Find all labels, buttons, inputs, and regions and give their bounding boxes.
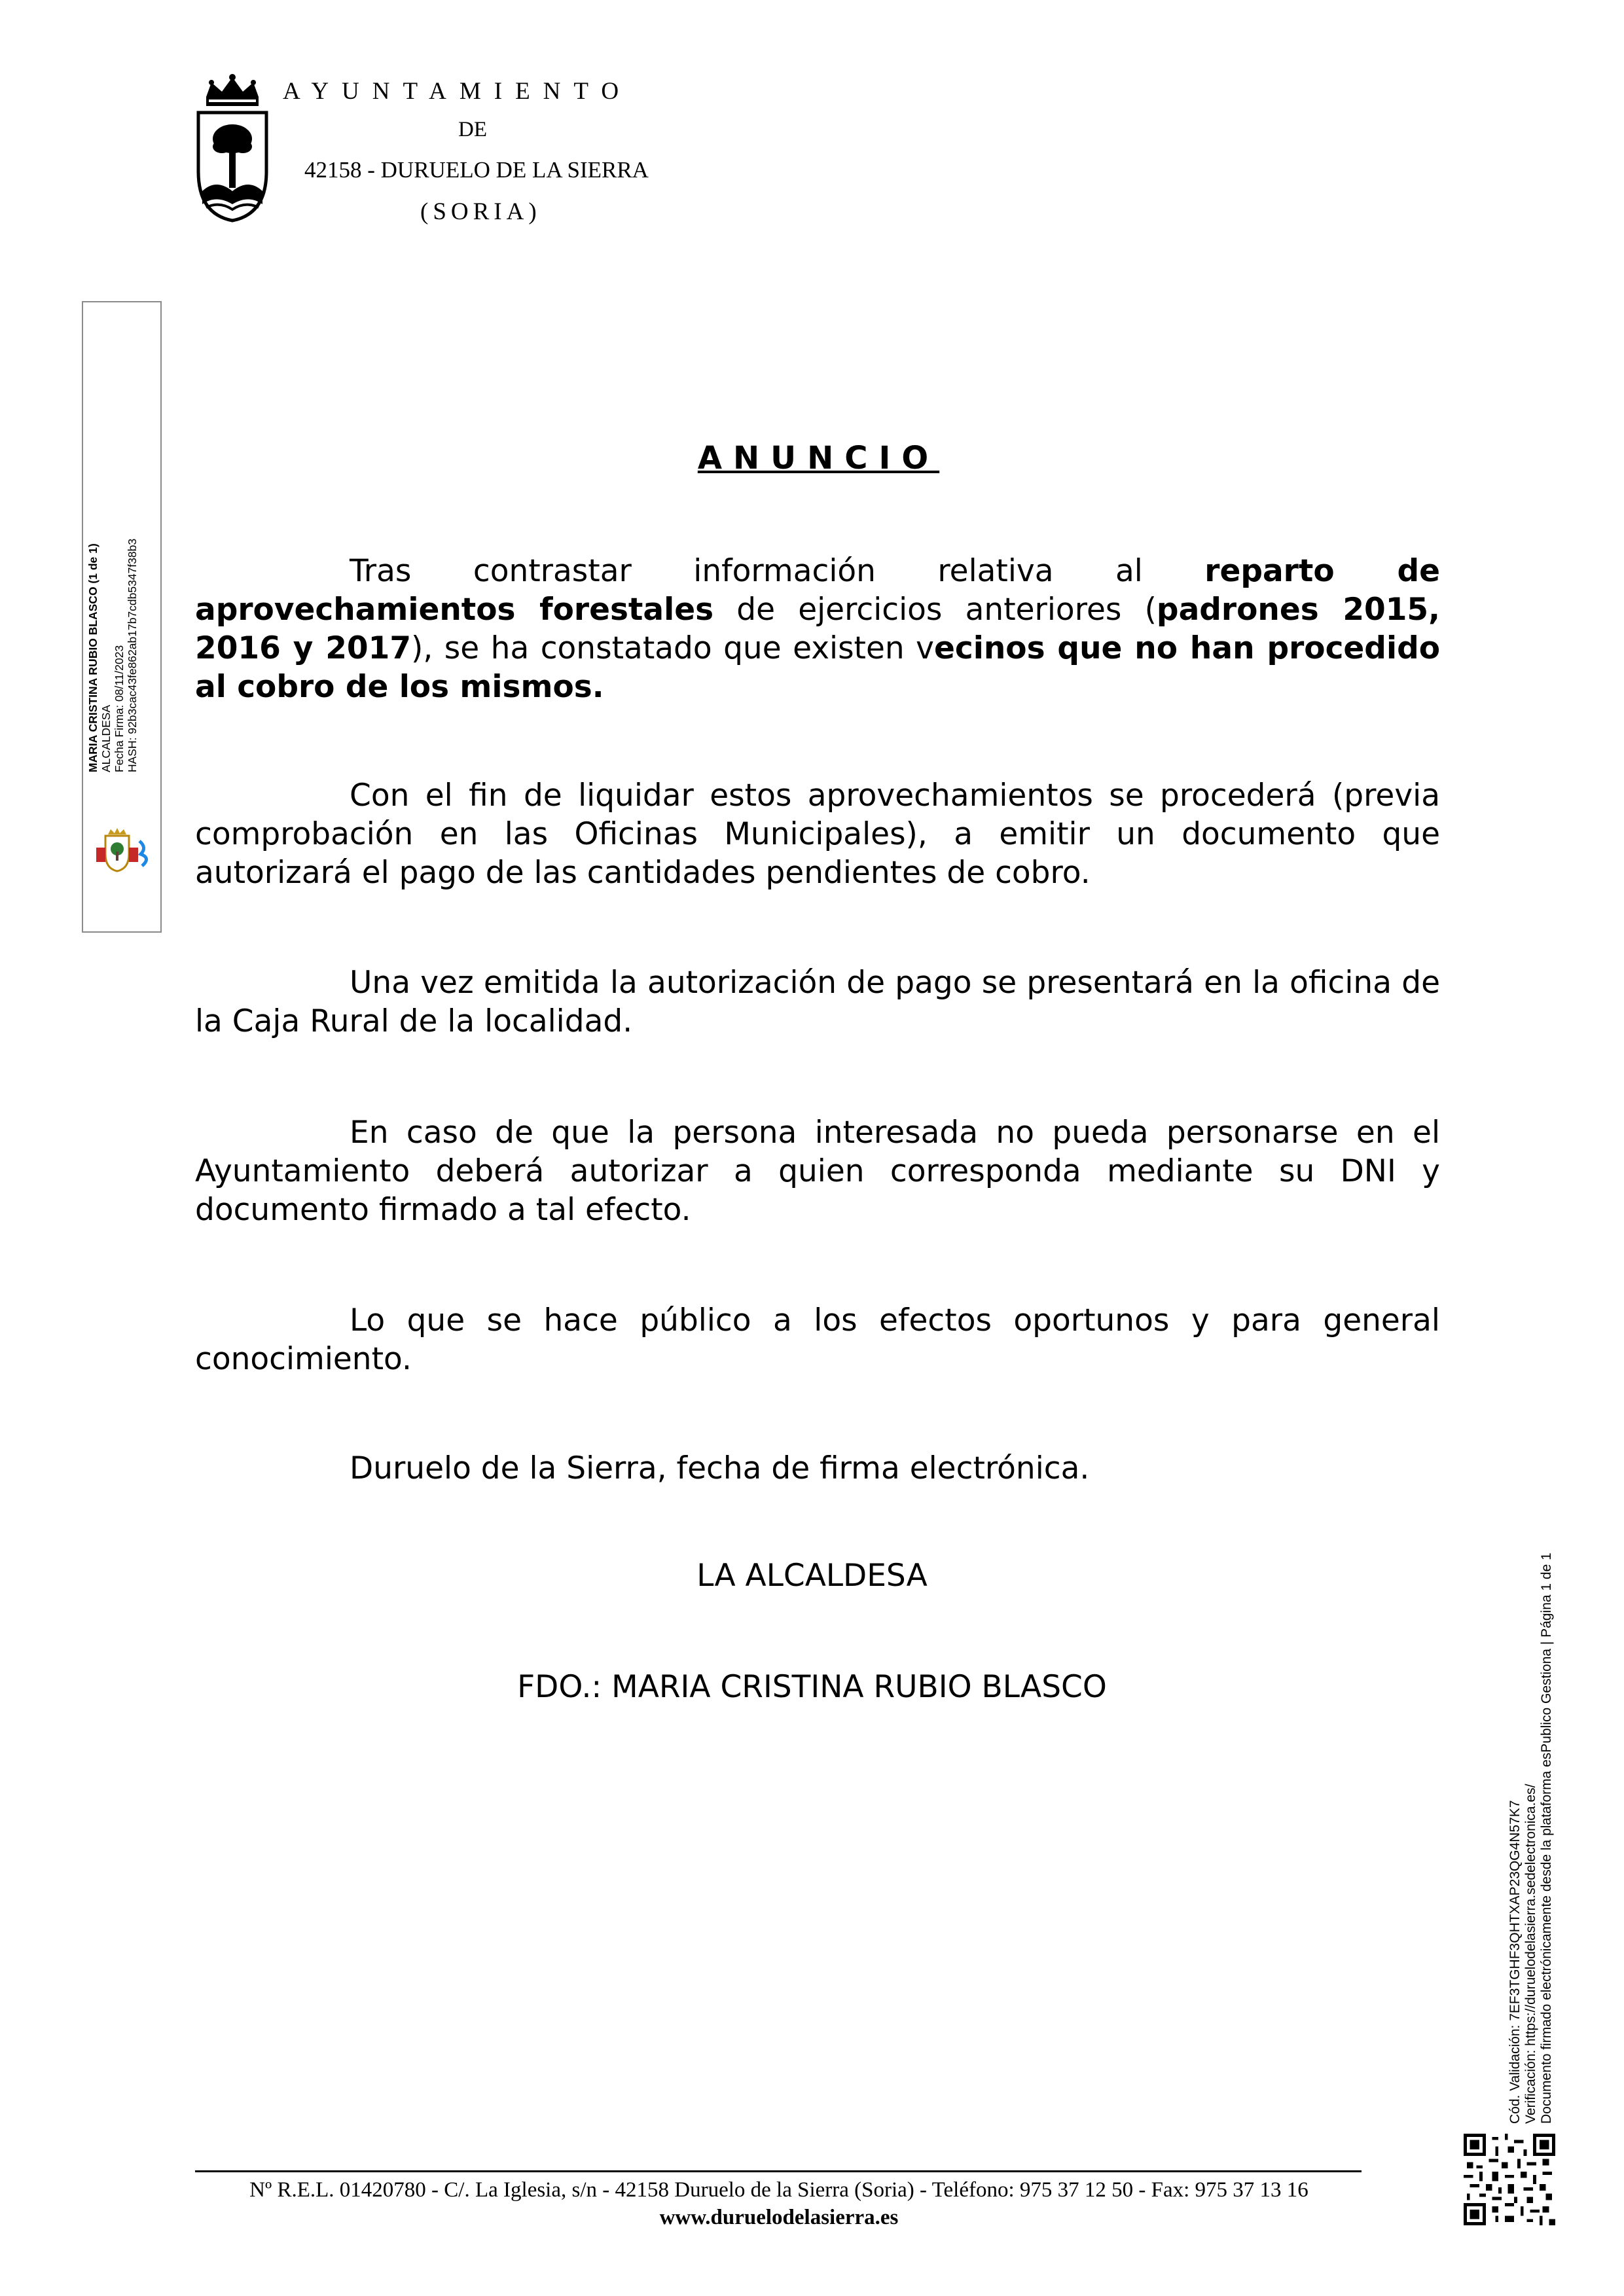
page-title: ANUNCIO <box>697 440 940 476</box>
p1-text-1: Tras contrastar información relativa al <box>350 553 1205 589</box>
p5-text: Lo que se hace público a los efectos oportunos y para general conocimiento. <box>195 1302 1440 1377</box>
paragraph-4 <box>195 1113 1440 1229</box>
signer-role: ALCALDESA <box>99 704 113 772</box>
signed-by: FDO.: MARIA CRISTINA RUBIO BLASCO <box>517 1669 1107 1705</box>
letterhead-town: 42158 - DURUELO DE LA SIERRA <box>304 157 649 183</box>
municipal-crest-logo <box>193 73 272 224</box>
signer-name: MARIA CRISTINA RUBIO BLASCO (1 de 1) <box>86 543 99 772</box>
p1-bold-3: ecinos que no han procedido al cobro de los mismos. <box>195 630 1440 705</box>
footer-divider <box>195 2170 1362 2172</box>
date-line: Duruelo de la Sierra, fecha de firma electrónica. <box>350 1450 1090 1486</box>
p1-text-3: ), se ha constatado que existen v <box>411 630 934 666</box>
p3-text: Una vez emitida la autorización de pago se presentará en la oficina de la Caja Rural de la localidad. <box>195 965 1440 1039</box>
validation-platform: Documento firmado electrónicamente desde la plataforma esPublico Gestiona | Página 1 de 1 <box>1539 1552 1554 2124</box>
paragraph-5 <box>195 1301 1440 1378</box>
p1-text-2: de ejercicios anteriores ( <box>713 592 1157 628</box>
footer-website-link[interactable]: www.duruelodelasierra.es <box>659 2206 899 2229</box>
paragraph-1 <box>195 552 1440 706</box>
p1-bold-2: padrones 2015, 2016 y 2017 <box>195 592 1440 666</box>
letterhead-ayuntamiento: AYUNTAMIENTO <box>283 78 632 105</box>
signer-title: LA ALCALDESA <box>696 1558 928 1594</box>
signature-stamp-text <box>86 501 152 772</box>
signature-hash: HASH: 92b3cac43fe862ab17b7cdb5347f38b3 <box>126 538 139 772</box>
letterhead-province: (SORIA) <box>420 198 541 225</box>
footer-address: Nº R.E.L. 01420780 - C/. La Iglesia, s/n - 42158 Duruelo de la Sierra (Soria) - Teléfono: 975 37 12 50 - Fax: 975 37 13 16 <box>249 2178 1308 2202</box>
validation-code: Cód. Validación: 7EF3TGHF3QHTXAP23QG4N57K7 <box>1507 1800 1523 2124</box>
validation-url[interactable]: Verificación: https://duruelodelasierra.sedelectronica.es/ <box>1523 1784 1538 2124</box>
p4-text: En caso de que la persona interesada no pueda personarse en el Ayuntamiento deberá autorizar a quien corresponda mediante su DNI y documento firmado a tal efecto. <box>195 1115 1440 1228</box>
p2-text: Con el fin de liquidar estos aprovechamientos se procederá (previa comprobación en las Oficinas Municipales), a emitir un documento que autorizará el pago de las cantidades pendientes de cobro. <box>195 778 1440 891</box>
validation-info <box>1507 1437 1555 2124</box>
paragraph-3 <box>195 963 1440 1041</box>
paragraph-2 <box>195 776 1440 892</box>
signature-date: Fecha Firma: 08/11/2023 <box>113 645 126 772</box>
signature-crest-icon <box>94 828 155 874</box>
p1-bold-1: reparto de aprovechamientos forestales <box>195 553 1440 628</box>
letterhead-de: DE <box>458 118 487 141</box>
